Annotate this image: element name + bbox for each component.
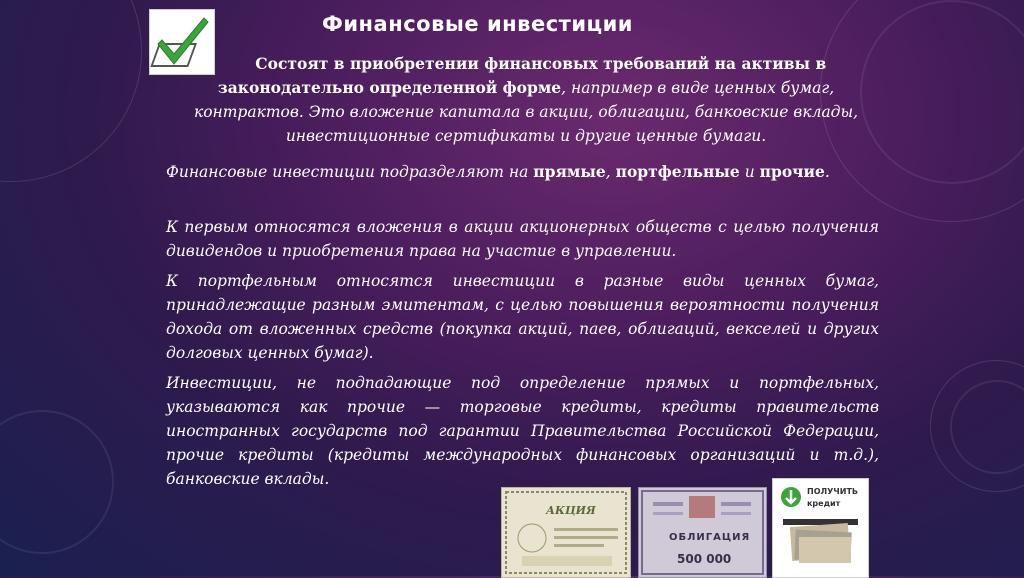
type-direct: прямые [533, 162, 606, 181]
bond-amount: 500 000 [677, 552, 732, 566]
type-other: прочие [759, 162, 825, 181]
bond-caption: ОБЛИГАЦИЯ [669, 532, 751, 543]
intro-italic: , например в виде ценных бумаг, контрактов. Это вложение капитала в акции, облигации, банковские вклады, инвестиционные сертификаты и другие ценные бумаги. [193, 79, 859, 145]
paragraph-types-text: Финансовые инвестиции подразделяют на [166, 163, 534, 181]
separator: и [739, 163, 760, 181]
page-title: Финансовые инвестиции [322, 12, 634, 36]
credit-caption-2: кредит [807, 499, 841, 508]
bond-image [638, 487, 767, 578]
share-certificate-graphic [502, 488, 630, 577]
type-portfolio: портфельные [615, 162, 740, 181]
paragraph-other: Инвестиции, не подпадающие под определение прямых и портфельных, указываются как прочие — торговые кредиты, кредиты правительств иностранных государств под гарантии Правительства Российской Федерации, прочие кредиты (кредиты международных финансовых организаций и т.д.), банковские вклады. [166, 374, 879, 488]
intro-text [168, 52, 884, 148]
share-certificate-image [501, 487, 631, 578]
paragraph-portfolio: К портфельным относятся инвестиции в разные виды ценных бумаг, принадлежащие разным эмитентам, с целью повышения вероятности получения дохода от вложенных средств (покупка акций, паев, облигаций, векселей и других долговых ценных бумаг). [166, 272, 879, 362]
paragraph-types [166, 160, 879, 184]
separator: , [605, 163, 616, 181]
intro-bold: Состоят в приобретении финансовых требований на активы в законодательно определенной форме [217, 54, 827, 97]
share-caption: АКЦИЯ [546, 504, 596, 517]
period: . [824, 163, 830, 181]
paragraph-direct: К первым относятся вложения в акции акционерных обществ с целью получения дивидендов и приобретения права на участие в управлении. [166, 218, 879, 260]
decor-circle [0, 410, 114, 554]
credit-caption-1: ПОЛУЧИТЬ [807, 487, 859, 496]
credit-image [772, 478, 869, 578]
decor-circle [0, 0, 142, 182]
